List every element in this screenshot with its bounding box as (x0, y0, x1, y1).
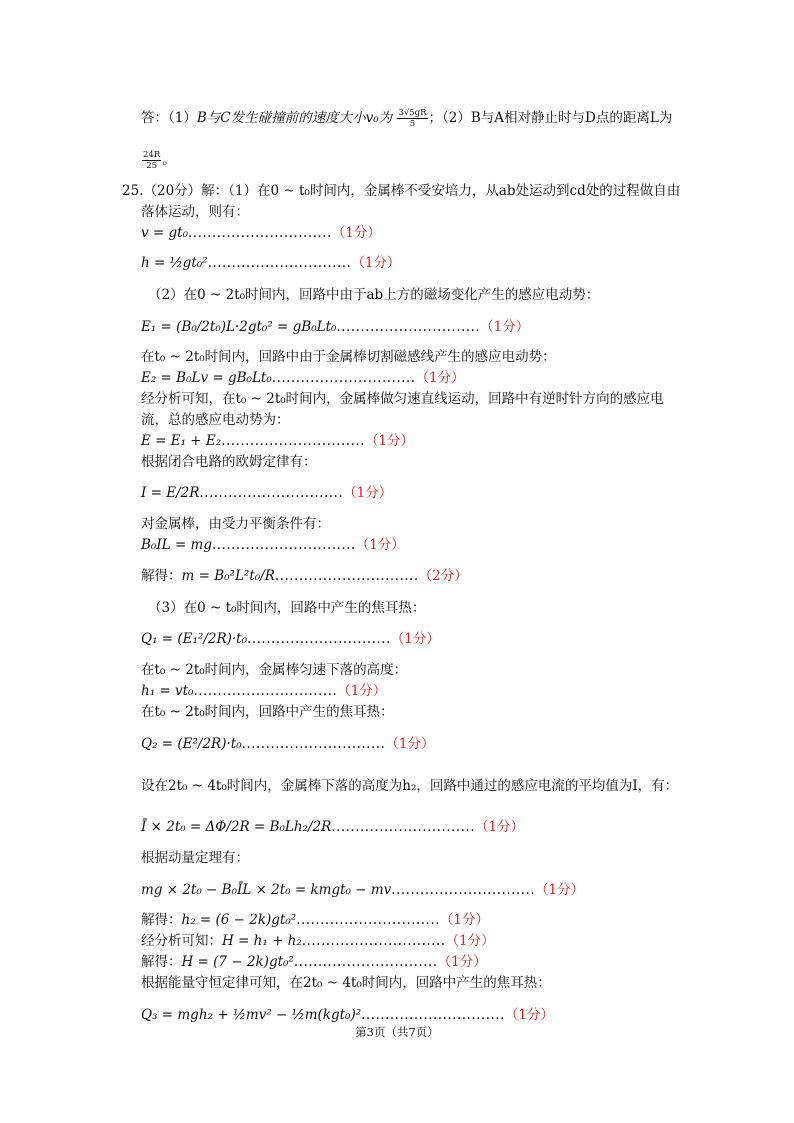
eq-h-text: h = ½gt₀² (141, 255, 208, 271)
text-analysis2: 流，总的感应电动势为： (141, 412, 290, 428)
eq-v (141, 224, 381, 242)
eq-E-score: （1分） (364, 433, 415, 449)
eq-Q2-text: Q₂ = (E²/2R)·t₀ (141, 736, 242, 752)
q25-intro-text: （20分）解：（1）在0 ~ t₀时间内，金属棒不受安培力，从ab处运动到cd处的过程做自由 (143, 183, 681, 199)
eq-force-score: （1分） (355, 537, 405, 553)
eq-H (141, 932, 495, 950)
eq-h-score: （1分） (351, 255, 401, 271)
eq-h1 (141, 682, 386, 700)
eq-v-score: （1分） (331, 225, 381, 241)
answer-prefix: 答：（1） (141, 110, 197, 126)
q25-intro2: 落体运动，则有： (141, 204, 249, 220)
eq-H2-dots: .............................. (293, 954, 438, 970)
eq-Q1-score: （1分） (390, 631, 440, 647)
v0-numerator: 3√5gR (398, 108, 427, 118)
v0-denominator: 5 (409, 119, 416, 129)
eq-force-dots: .............................. (211, 537, 356, 553)
eq-h2 (141, 911, 489, 929)
eq-I (141, 484, 392, 502)
text-force: 对金属棒，由受力平衡条件有： (141, 516, 330, 532)
eq-Iavg-text: Ī × 2t₀ = ΔΦ/2R = B₀Lh₂/2R (141, 819, 332, 835)
eq-force (141, 536, 405, 554)
eq-H2-text: H = (7 − 2k)gt₀² (181, 954, 294, 970)
eq-Iavg (141, 818, 524, 836)
eq-E2-dots: .............................. (271, 370, 416, 386)
eq-h-dots: .............................. (207, 255, 352, 271)
eq-h1-dots: .............................. (193, 683, 338, 699)
eq-momentum-text: mg × 2t₀ − B₀ĪL × 2t₀ = kmgt₀ − mv (141, 882, 392, 898)
answer-line (141, 108, 672, 129)
eq-v-text: v = gt₀ (141, 225, 188, 241)
eq-Iavg-dots: .............................. (331, 819, 476, 835)
eq-E1 (141, 318, 529, 336)
eq-I-dots: .............................. (199, 485, 344, 501)
solve3-label: 解得： (141, 954, 182, 970)
eq-Q2-score: （1分） (385, 736, 435, 752)
text-analysis: 经分析可知，在t₀ ~ 2t₀时间内，金属棒做匀速直线运动，回路中有逆时针方向的感应电 (141, 391, 664, 407)
eq-force-text: B₀IL = mg (141, 537, 212, 553)
eq-H-score: （1分） (445, 933, 495, 949)
eq-Q2-dots: .............................. (241, 736, 386, 752)
eq-E1-score: （1分） (480, 319, 530, 335)
section-3: （3）在0 ~ t₀时间内，回路中产生的焦耳热： (148, 600, 426, 616)
text-height: 在t₀ ~ 2t₀时间内，金属棒匀速下落的高度： (141, 662, 408, 678)
eq-m-score: （2分） (418, 568, 468, 584)
section-2: （2）在0 ~ 2t₀时间内，回路中由于ab上方的磁场变化产生的感应电动势： (148, 287, 600, 303)
L-denominator: 25 (146, 161, 158, 171)
eq-E1-text: E₁ = (B₀/2t₀)L·2gt₀² = gB₀Lt₀ (141, 319, 337, 335)
text-e2: 在t₀ ~ 2t₀时间内，回路中由于金属棒切割磁感线产生的感应电动势： (141, 349, 556, 365)
eq-I-score: （1分） (343, 485, 393, 501)
eq-Q3 (141, 1006, 554, 1024)
eq-h2-score: （1分） (439, 912, 490, 928)
eq-Q3-text: Q₃ = mgh₂ + ½mv² − ½m(kgt₀)² (141, 1007, 362, 1023)
eq-m (141, 567, 468, 585)
eq-H2-score: （1分） (437, 954, 487, 970)
L-numerator: 24R (143, 150, 161, 160)
eq-momentum-dots: .............................. (391, 882, 536, 898)
text-momentum: 根据动量定理有： (141, 850, 249, 866)
answer-line-2 (141, 150, 176, 171)
page-footer: 第3页（共7页） (355, 1025, 439, 1039)
eq-Q3-dots: .............................. (361, 1007, 505, 1023)
eq-momentum-score: （1分） (535, 882, 585, 898)
eq-E2-score: （1分） (415, 370, 465, 386)
eq-E2 (141, 369, 465, 387)
answer-end: 。 (162, 152, 176, 168)
eq-m-dots: .............................. (274, 568, 419, 584)
q25-intro (122, 182, 680, 200)
eq-E1-dots: .............................. (336, 319, 481, 335)
eq-h (141, 254, 400, 272)
solve2-label: 解得： (141, 912, 182, 928)
eq-h2-dots: .............................. (296, 912, 440, 928)
eq-Iavg-score: （1分） (475, 819, 525, 835)
eq-momentum (141, 881, 584, 899)
eq-H2 (141, 953, 487, 971)
analysis3-label: 经分析可知： (141, 933, 222, 949)
answer-part1: B与C发生碰撞前的速度大小v₀为 (196, 110, 393, 126)
text-heat2: 在t₀ ~ 2t₀时间内，回路中产生的焦耳热： (141, 704, 394, 720)
text-energy: 根据能量守恒定律可知，在2t₀ ~ 4t₀时间内，回路中产生的焦耳热： (141, 975, 551, 991)
solve-label: 解得： (141, 568, 182, 584)
q25-number: 25. (122, 183, 144, 199)
text-avg: 设在2t₀ ~ 4t₀时间内，金属棒下落的高度为h₂，回路中通过的感应电流的平均值为I，有： (141, 778, 679, 794)
eq-E2-text: E₂ = B₀Lv = gB₀Lt₀ (141, 370, 272, 386)
eq-H-dots: .............................. (301, 933, 446, 949)
eq-Q3-score: （1分） (504, 1007, 554, 1023)
eq-E (141, 432, 414, 450)
eq-Q1-dots: .............................. (247, 631, 391, 647)
eq-h2-text: h₂ = (6 − 2k)gt₀² (181, 912, 297, 928)
eq-H-text: H = h₁ + h₂ (222, 933, 302, 949)
v0-fraction (397, 108, 427, 129)
L-fraction (142, 150, 161, 171)
eq-Q2 (141, 735, 434, 753)
eq-Q1-text: Q₁ = (E₁²/2R)·t₀ (141, 631, 248, 647)
eq-m-text: m = B₀²L²t₀/R (181, 568, 275, 584)
eq-h1-text: h₁ = vt₀ (141, 683, 194, 699)
text-ohm: 根据闭合电路的欧姆定律有： (141, 454, 317, 470)
eq-I-text: I = E/2R (141, 485, 200, 501)
answer-part2: ；（2）B与A相对静止时与D点的距离L为 (428, 110, 673, 126)
eq-v-dots: .............................. (188, 225, 332, 241)
eq-Q1 (141, 630, 440, 648)
eq-h1-score: （1分） (337, 683, 387, 699)
eq-E-text: E = E₁ + E₂ (141, 433, 222, 449)
eq-E-dots: .............................. (221, 433, 365, 449)
